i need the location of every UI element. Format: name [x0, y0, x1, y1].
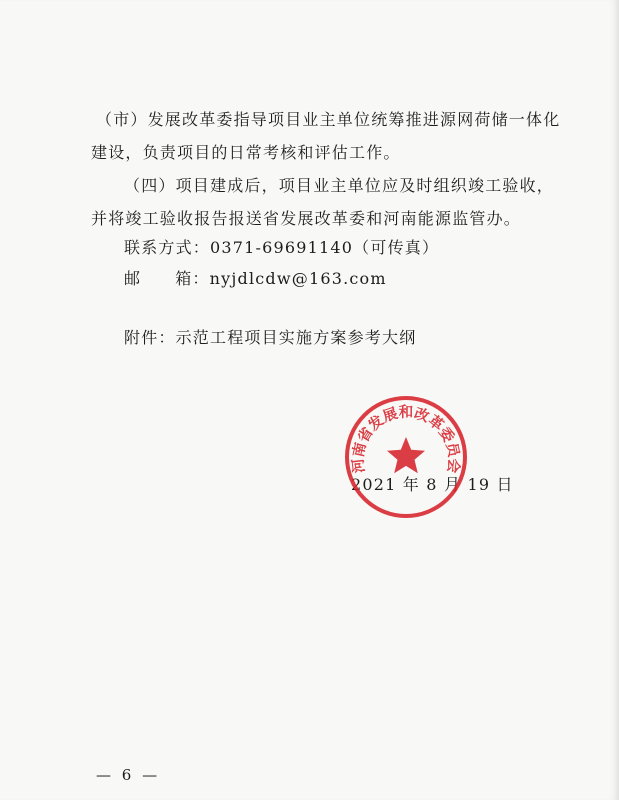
- contact-phone: [124, 238, 439, 258]
- paragraph-line-4: 并将竣工验收报告报送省发展改革委和河南能源监管办。: [91, 209, 522, 228]
- official-seal-icon: [344, 395, 468, 519]
- paragraph-line-3: （四）项目建成后，项目业主单位应及时组织竣工验收，: [124, 176, 555, 195]
- seal-text: 河南省发展和改革委员会: [350, 405, 462, 474]
- contact-phone-value: 0371-69691140（可传真）: [210, 238, 440, 257]
- contact-email: [124, 269, 387, 289]
- seal-star-icon: [387, 437, 425, 473]
- contact-email-label-2: 箱：: [175, 269, 210, 288]
- contact-email-label-1: 邮: [124, 269, 142, 288]
- attachment-line: 附件：示范工程项目实施方案参考大纲: [124, 328, 417, 347]
- page-number: — 6 —: [96, 766, 161, 784]
- contact-email-value: nyjdlcdw@163.com: [209, 269, 387, 288]
- contact-phone-label: 联系方式：: [124, 238, 211, 257]
- paragraph-line-2: 建设，负责项目的日常考核和评估工作。: [91, 143, 401, 162]
- paragraph-line-1: （市）发展改革委指导项目业主单位统筹推进源网荷储一体化: [96, 110, 561, 129]
- document-date: 2021 年 8 月 19 日: [351, 475, 514, 494]
